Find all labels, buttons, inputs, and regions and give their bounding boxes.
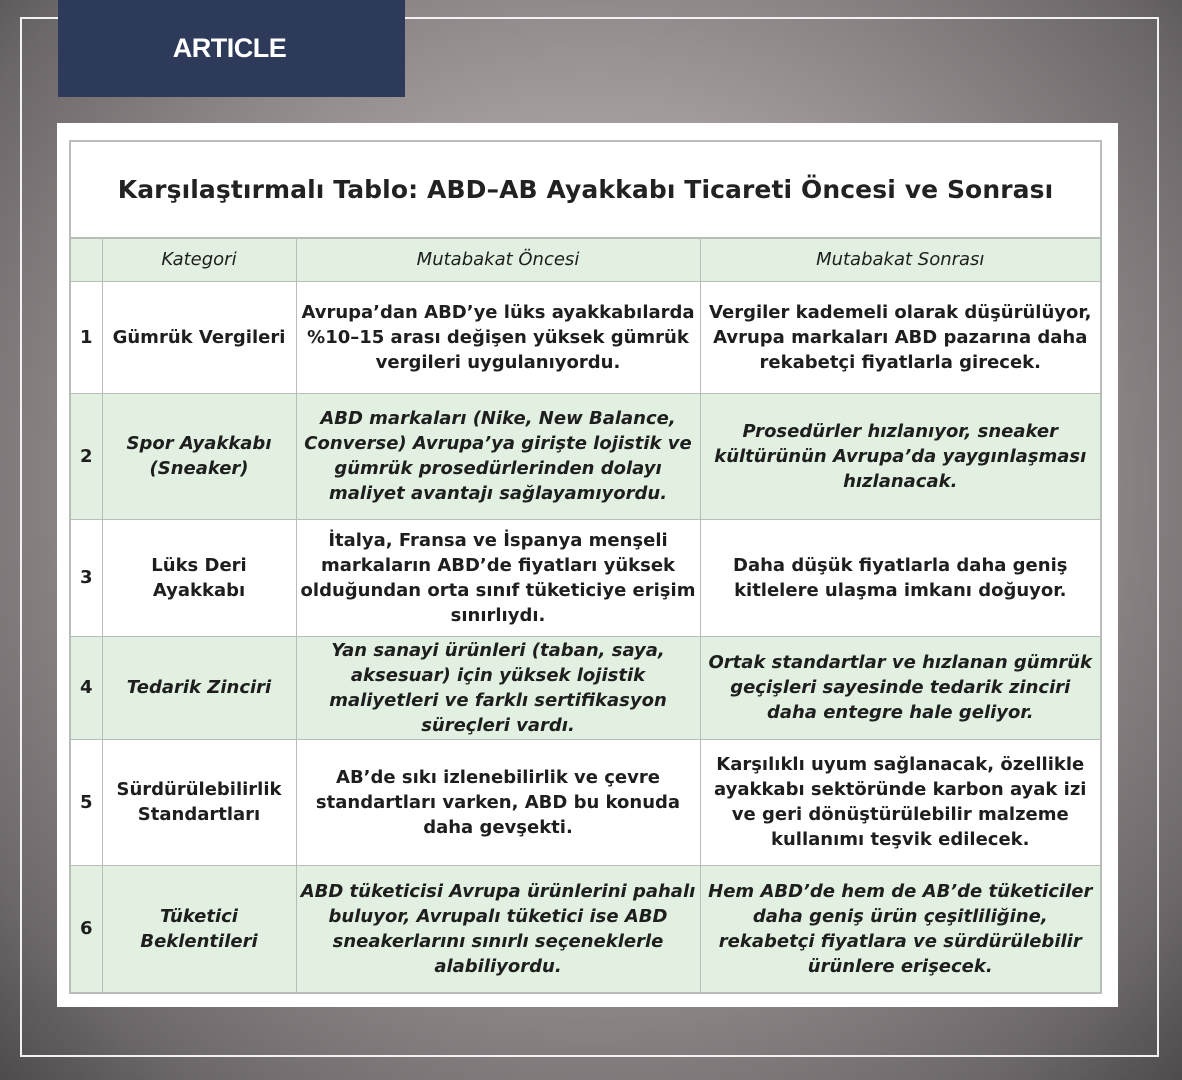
column-header-before: Mutabakat Öncesi <box>296 239 700 281</box>
table-row <box>71 519 1100 636</box>
article-card <box>57 123 1118 1007</box>
row-category: Gümrük Vergileri <box>102 281 296 393</box>
column-header-category: Kategori <box>102 239 296 281</box>
comparison-table <box>71 239 1100 992</box>
table-title: Karşılaştırmalı Tablo: ABD–AB Ayakkabı Ticareti Öncesi ve Sonrası <box>71 142 1100 239</box>
row-category: Tedarik Zinciri <box>102 636 296 739</box>
row-before: İtalya, Fransa ve İspanya menşeli markaların ABD’de fiyatları yüksek olduğundan orta sınıf tüketiciye erişim sınırlıydı. <box>296 519 700 636</box>
row-after: Ortak standartlar ve hızlanan gümrük geçişleri sayesinde tedarik zinciri daha entegre hale geliyor. <box>700 636 1100 739</box>
row-after: Daha düşük fiyatlarla daha geniş kitlelere ulaşma imkanı doğuyor. <box>733 554 1068 601</box>
row-before: Avrupa’dan ABD’ye lüks ayakkabılarda %10–15 arası değişen yüksek gümrük vergileri uygulanıyordu. <box>296 281 700 393</box>
row-number: 1 <box>71 281 102 393</box>
row-category: Spor Ayakkabı (Sneaker) <box>102 393 296 519</box>
row-before: Yan sanayi ürünleri (taban, saya, aksesuar) için yüksek lojistik maliyetleri ve farklı sertifikasyon süreçleri vardı. <box>296 636 700 739</box>
column-header-number <box>71 239 102 281</box>
row-category: Sürdürülebilirlik Standartları <box>102 739 296 865</box>
table-header-row <box>71 239 1100 281</box>
table-row <box>71 281 1100 393</box>
row-after: Prosedürler hızlanıyor, sneaker kültürünün Avrupa’da yaygınlaşması hızlanacak. <box>700 393 1100 519</box>
article-badge <box>58 0 405 97</box>
article-badge-label: ARTICLE <box>172 33 287 63</box>
table-row <box>71 393 1100 519</box>
row-before: ABD markaları (Nike, New Balance, Converse) Avrupa’ya girişte lojistik ve gümrük prosedürlerinden dolayı maliyet avantajı sağlayamıyordu. <box>296 393 700 519</box>
table-row <box>71 865 1100 992</box>
row-number: 6 <box>71 865 102 992</box>
row-after: Hem ABD’de hem de AB’de tüketiciler daha geniş ürün çeşitliliğine, rekabetçi fiyatlara ve sürdürülebilir ürünlere erişecek. <box>700 865 1100 992</box>
table-row <box>71 739 1100 865</box>
column-header-after: Mutabakat Sonrası <box>700 239 1100 281</box>
row-before: AB’de sıkı izlenebilirlik ve çevre standartları varken, ABD bu konuda daha gevşekti. <box>296 739 700 865</box>
row-number: 5 <box>71 739 102 865</box>
row-after: Karşılıklı uyum sağlanacak, özellikle ayakkabı sektöründe karbon ayak izi ve geri dönüştürülebilir malzeme kullanımı teşvik edilecek. <box>714 754 1087 850</box>
row-category: Lüks Deri Ayakkabı <box>102 519 296 636</box>
row-number: 3 <box>71 519 102 636</box>
comparison-table-box <box>69 140 1102 994</box>
row-number: 4 <box>71 636 102 739</box>
row-before: ABD tüketicisi Avrupa ürünlerini pahalı buluyor, Avrupalı tüketici ise ABD sneakerlarını sınırlı seçeneklerle alabiliyordu. <box>296 865 700 992</box>
row-after: Vergiler kademeli olarak düşürülüyor, Avrupa markaları ABD pazarına daha rekabetçi fiyatlarla girecek. <box>709 301 1092 373</box>
row-category: Tüketici Beklentileri <box>102 865 296 992</box>
table-row <box>71 636 1100 739</box>
row-number: 2 <box>71 393 102 519</box>
